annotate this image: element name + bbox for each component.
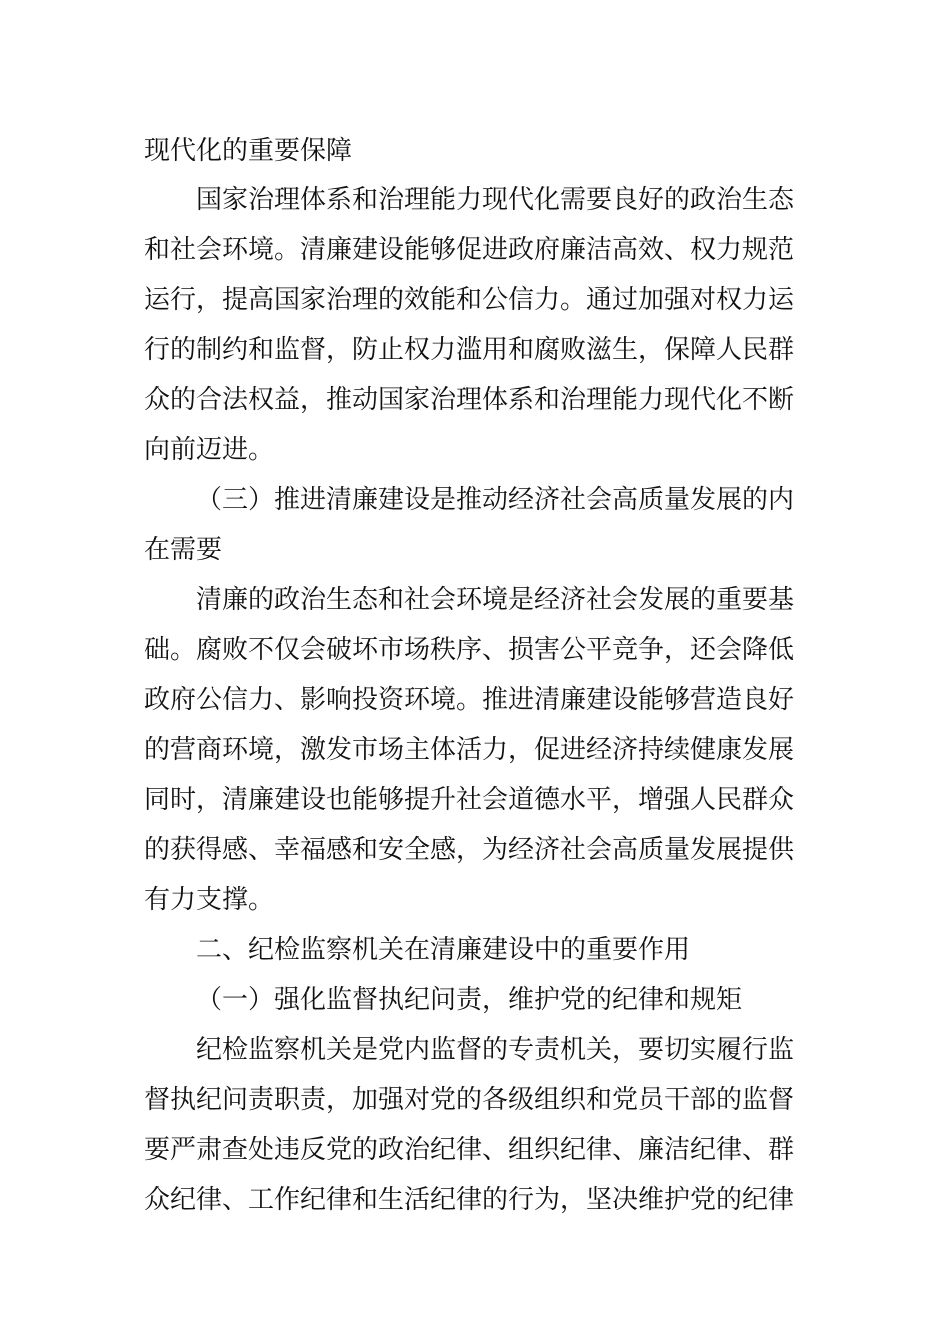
text-line: 众的合法权益，推动国家治理体系和治理能力现代化不断	[144, 385, 795, 415]
text-line: 要严肃查处违反党的政治纪律、组织纪律、廉洁纪律、群	[144, 1135, 795, 1165]
paragraph-first-line: 纪检监察机关是党内监督的专责机关，要切实履行监	[196, 1035, 795, 1065]
section-heading: （三）推进清廉建设是推动经济社会高质量发展的内	[196, 485, 795, 515]
section-heading: （一）强化监督执纪问责，维护党的纪律和规矩	[196, 985, 743, 1015]
paragraph-first-line: 清廉的政治生态和社会环境是经济社会发展的重要基	[196, 585, 795, 615]
text-line: 督执纪问责职责，加强对党的各级组织和党员干部的监督	[144, 1085, 795, 1115]
chapter-heading: 二、纪检监察机关在清廉建设中的重要作用	[196, 935, 691, 965]
text-line: 的营商环境，激发市场主体活力，促进经济持续健康发展	[144, 735, 795, 765]
text-line: 向前迈进。	[144, 435, 275, 465]
text-line: 同时，清廉建设也能够提升社会道德水平，增强人民群众	[144, 785, 795, 815]
paragraph-first-line: 国家治理体系和治理能力现代化需要良好的政治生态	[196, 185, 795, 215]
text-line: 的获得感、幸福感和安全感，为经济社会高质量发展提供	[144, 835, 795, 865]
text-line: 有力支撑。	[144, 885, 275, 915]
text-line: 众纪律、工作纪律和生活纪律的行为，坚决维护党的纪律	[144, 1185, 795, 1215]
text-line: 政府公信力、影响投资环境。推进清廉建设能够营造良好	[144, 685, 795, 715]
text-line: 运行，提高国家治理的效能和公信力。通过加强对权力运	[144, 285, 795, 315]
text-line: 行的制约和监督，防止权力滥用和腐败滋生，保障人民群	[144, 335, 795, 365]
text-line: 现代化的重要保障	[144, 136, 353, 166]
text-line: 础。腐败不仅会破坏市场秩序、损害公平竞争，还会降低	[144, 635, 795, 665]
section-heading-continued: 在需要	[144, 535, 223, 565]
text-line: 和社会环境。清廉建设能够促进政府廉洁高效、权力规范	[144, 235, 795, 265]
